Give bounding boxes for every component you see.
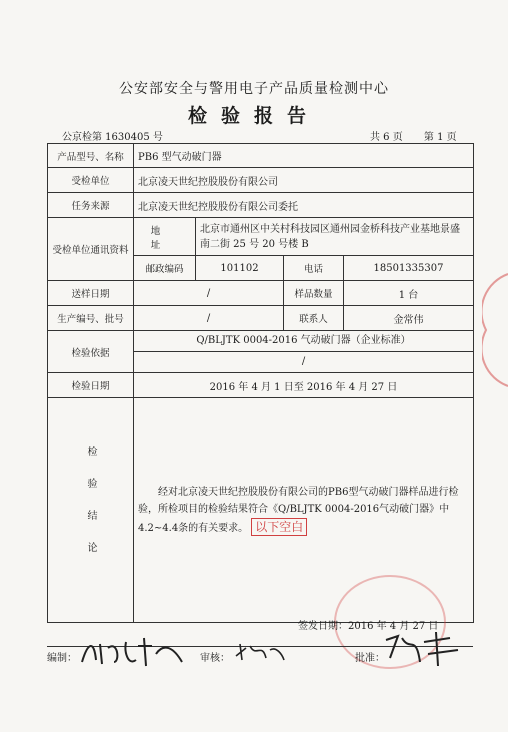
postcode-label: 邮政编码	[134, 256, 196, 281]
report-title: 检验报告	[187, 105, 320, 127]
reviewed-by-label: 审核：	[200, 653, 230, 664]
sample-date-label: 送样日期	[48, 281, 134, 306]
sample-qty-value: 1 台	[344, 281, 474, 306]
contact-info-label: 受检单位通讯资料	[48, 218, 134, 281]
approved-by-label: 批准：	[355, 653, 385, 664]
inspection-date-label: 检验日期	[48, 373, 134, 398]
report-number: 公京检第 1630405 号	[62, 132, 163, 143]
inspection-basis-value	[134, 331, 474, 373]
issuing-organization: 公安部安全与警用电子产品质量检测中心	[119, 81, 389, 97]
inspection-basis-other: /	[301, 356, 306, 367]
product-value: PB6 型气动破门器	[134, 144, 474, 168]
page-current: 第 1 页	[423, 132, 457, 143]
compiled-by-label: 编制：	[47, 653, 77, 664]
contact-person-value: 金常伟	[344, 306, 474, 331]
sample-date-value: /	[134, 281, 284, 306]
approver-signature-icon	[380, 628, 464, 670]
contact-person-label: 联系人	[284, 306, 344, 331]
sample-qty-label: 样品数量	[284, 281, 344, 306]
inspection-date-value: 2016 年 4 月 1 日至 2016 年 4 月 27 日	[134, 373, 474, 398]
client-value: 北京凌天世纪控股股份有限公司	[134, 168, 474, 193]
phone-label: 电话	[284, 256, 344, 281]
pages-total: 共 6 页	[370, 132, 403, 143]
serial-value: /	[134, 306, 284, 331]
page-indicator	[368, 128, 457, 143]
conclusion-text: 经对北京凌天世纪控股股份有限公司的PB6型气动破门器样品进行检验，所检项目的检验结果符合《Q/BLJTK 0004-2016气动破门器》中4.2~4.4条的有关要求。	[138, 486, 459, 534]
issue-date: 签发日期：2016 年 4 月 27 日	[298, 621, 439, 632]
page-edge-seal-icon	[482, 270, 508, 390]
address-value: 北京市通州区中关村科技园区通州园金桥科技产业基地景盛南二街 25 号 20 号楼 B	[196, 218, 474, 256]
serial-label: 生产编号、批号	[48, 306, 134, 331]
client-label: 受检单位	[48, 168, 134, 193]
product-label: 产品型号、名称	[48, 144, 134, 168]
blank-below-stamp: 以下空白	[251, 518, 307, 536]
reviewer-signature-icon	[232, 638, 288, 666]
address-label: 地址	[134, 218, 196, 256]
task-source-value: 北京凌天世纪控股股份有限公司委托	[134, 193, 474, 218]
report-form-table	[47, 143, 474, 623]
inspection-basis-standard: Q/BLJTK 0004-2016 气动破门器（企业标准）	[134, 331, 473, 352]
inspection-basis-label: 检验依据	[48, 331, 134, 373]
compiler-signature-icon	[78, 632, 188, 670]
phone-value: 18501335307	[344, 256, 474, 281]
postcode-value: 101102	[196, 256, 284, 281]
task-source-label: 任务来源	[48, 193, 134, 218]
conclusion-label: 检验结论	[48, 398, 134, 623]
